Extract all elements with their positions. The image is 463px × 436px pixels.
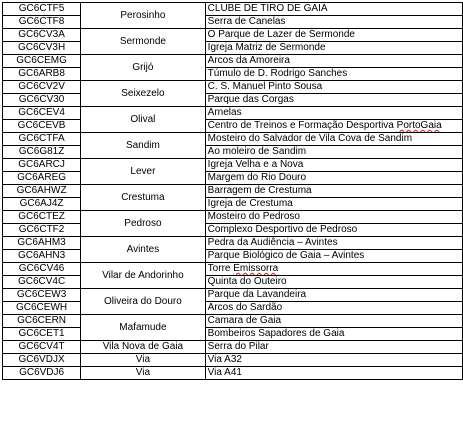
cache-name-cell: Serra do Pilar bbox=[205, 341, 462, 354]
table-row bbox=[3, 289, 463, 302]
cache-name-cell: Via A32 bbox=[205, 354, 462, 367]
parish-cell: Pedroso bbox=[81, 211, 206, 237]
parish-cell: Via bbox=[81, 367, 206, 380]
parish-cell: Avintes bbox=[81, 237, 206, 263]
cache-code-cell: GC6CEV4 bbox=[3, 107, 81, 120]
cache-code-cell: GC6VDJ6 bbox=[3, 367, 81, 380]
cache-name-text: Centro de Treinos e Formação Desportiva bbox=[207, 120, 397, 131]
cache-name-cell: C. S. Manuel Pinto Sousa bbox=[205, 81, 462, 94]
table-row bbox=[3, 276, 463, 289]
table-row bbox=[3, 94, 463, 107]
cache-name-cell: Igreja Velha e a Nova bbox=[205, 159, 462, 172]
parish-cell: Sandim bbox=[81, 133, 206, 159]
parish-cell: Mafamude bbox=[81, 315, 206, 341]
cache-code-cell: GC6CV4C bbox=[3, 276, 81, 289]
parish-cell: Via bbox=[81, 354, 206, 367]
table-row bbox=[3, 16, 463, 29]
cache-code-cell: GC6CTEZ bbox=[3, 211, 81, 224]
cache-code-cell: GC6CET1 bbox=[3, 328, 81, 341]
cache-name-cell: Arcos do Sardão bbox=[205, 302, 462, 315]
cache-code-cell: GC6AJ4Z bbox=[3, 198, 81, 211]
cache-name-cell: O Parque de Lazer de Sermonde bbox=[205, 29, 462, 42]
cache-code-cell: GC6CV3H bbox=[3, 42, 81, 55]
cache-code-cell: GC6CERN bbox=[3, 315, 81, 328]
table-row bbox=[3, 29, 463, 42]
cache-code-cell: GC6AHM3 bbox=[3, 237, 81, 250]
cache-name-cell bbox=[205, 263, 462, 276]
cache-name-cell: CLUBE DE TIRO DE GAIA bbox=[205, 3, 462, 16]
cache-name-cell: Igreja de Crestuma bbox=[205, 198, 462, 211]
table-row bbox=[3, 146, 463, 159]
cache-name-cell: Arcos da Amoreira bbox=[205, 55, 462, 68]
cache-code-cell: GC6CTF2 bbox=[3, 224, 81, 237]
cache-name-cell: Parque das Corgas bbox=[205, 94, 462, 107]
cache-code-cell: GC6AHN3 bbox=[3, 250, 81, 263]
cache-name-cell: Serra de Canelas bbox=[205, 16, 462, 29]
table-row bbox=[3, 237, 463, 250]
table-row bbox=[3, 42, 463, 55]
table-row bbox=[3, 81, 463, 94]
cache-name-cell: Arnelas bbox=[205, 107, 462, 120]
cache-code-cell: GC6CV2V bbox=[3, 81, 81, 94]
cache-code-cell: GC6CV4T bbox=[3, 341, 81, 354]
cache-code-cell: GC6CEW3 bbox=[3, 289, 81, 302]
geocache-table bbox=[2, 2, 463, 380]
cache-code-cell: GC6VDJX bbox=[3, 354, 81, 367]
cache-name-cell: Barragem de Crestuma bbox=[205, 185, 462, 198]
parish-cell: Crestuma bbox=[81, 185, 206, 211]
cache-name-text: Torre bbox=[207, 263, 234, 274]
parish-cell: Seixezelo bbox=[81, 81, 206, 107]
cache-code-cell: GC6CV30 bbox=[3, 94, 81, 107]
cache-name-cell: Mosteiro do Salvador de Vila Cova de Sandim bbox=[205, 133, 462, 146]
table-row bbox=[3, 354, 463, 367]
cache-code-cell: GC6CV46 bbox=[3, 263, 81, 276]
cache-name-cell: Ao moleiro de Sandim bbox=[205, 146, 462, 159]
table-row bbox=[3, 224, 463, 237]
parish-cell: Vilar de Andorinho bbox=[81, 263, 206, 289]
cache-code-cell: GC6CV3A bbox=[3, 29, 81, 42]
spellcheck-flagged-word: Emissorra bbox=[233, 263, 279, 274]
table-row bbox=[3, 55, 463, 68]
cache-name-cell: Parque Biológico de Gaia – Avintes bbox=[205, 250, 462, 263]
cache-code-cell: GC6G81Z bbox=[3, 146, 81, 159]
cache-name-cell: Igreja Matriz de Sermonde bbox=[205, 42, 462, 55]
parish-cell: Grijó bbox=[81, 55, 206, 81]
parish-cell: Perosinho bbox=[81, 3, 206, 29]
table-row bbox=[3, 68, 463, 81]
table-row bbox=[3, 367, 463, 380]
table-row bbox=[3, 250, 463, 263]
cache-code-cell: GC6CTFA bbox=[3, 133, 81, 146]
table-row bbox=[3, 211, 463, 224]
cache-name-cell: Margem do Rio Douro bbox=[205, 172, 462, 185]
cache-name-cell: Túmulo de D. Rodrigo Sanches bbox=[205, 68, 462, 81]
table-row bbox=[3, 3, 463, 16]
table-row bbox=[3, 120, 463, 133]
cache-name-cell: Bombeiros Sapadores de Gaia bbox=[205, 328, 462, 341]
table-row bbox=[3, 159, 463, 172]
table-row bbox=[3, 328, 463, 341]
cache-name-cell: Parque da Lavandeira bbox=[205, 289, 462, 302]
table-row bbox=[3, 133, 463, 146]
parish-cell: Vila Nova de Gaia bbox=[81, 341, 206, 354]
cache-name-cell: Camara de Gaia bbox=[205, 315, 462, 328]
table-row bbox=[3, 185, 463, 198]
table-row bbox=[3, 198, 463, 211]
geocache-table-sheet bbox=[2, 2, 463, 380]
parish-cell: Olival bbox=[81, 107, 206, 133]
table-row bbox=[3, 302, 463, 315]
parish-cell: Oliveira do Douro bbox=[81, 289, 206, 315]
cache-name-cell: Complexo Desportivo de Pedroso bbox=[205, 224, 462, 237]
cache-name-cell bbox=[205, 120, 462, 133]
table-row bbox=[3, 172, 463, 185]
cache-code-cell: GC6AREG bbox=[3, 172, 81, 185]
cache-name-cell: Via A41 bbox=[205, 367, 462, 380]
cache-name-cell: Quinta do Outeiro bbox=[205, 276, 462, 289]
cache-code-cell: GC6CEWH bbox=[3, 302, 81, 315]
cache-code-cell: GC6CEVB bbox=[3, 120, 81, 133]
cache-code-cell: GC6CEMG bbox=[3, 55, 81, 68]
cache-code-cell: GC6CTF8 bbox=[3, 16, 81, 29]
parish-cell: Sermonde bbox=[81, 29, 206, 55]
cache-code-cell: GC6ARB8 bbox=[3, 68, 81, 81]
spellcheck-flagged-word: PortoGaia bbox=[396, 120, 442, 131]
cache-code-cell: GC6AHWZ bbox=[3, 185, 81, 198]
parish-cell: Lever bbox=[81, 159, 206, 185]
cache-name-cell: Mosteiro do Pedroso bbox=[205, 211, 462, 224]
table-row bbox=[3, 107, 463, 120]
table-row bbox=[3, 263, 463, 276]
table-row bbox=[3, 341, 463, 354]
cache-name-cell: Pedra da Audiência – Avintes bbox=[205, 237, 462, 250]
cache-code-cell: GC6ARCJ bbox=[3, 159, 81, 172]
cache-code-cell: GC6CTF5 bbox=[3, 3, 81, 16]
table-row bbox=[3, 315, 463, 328]
